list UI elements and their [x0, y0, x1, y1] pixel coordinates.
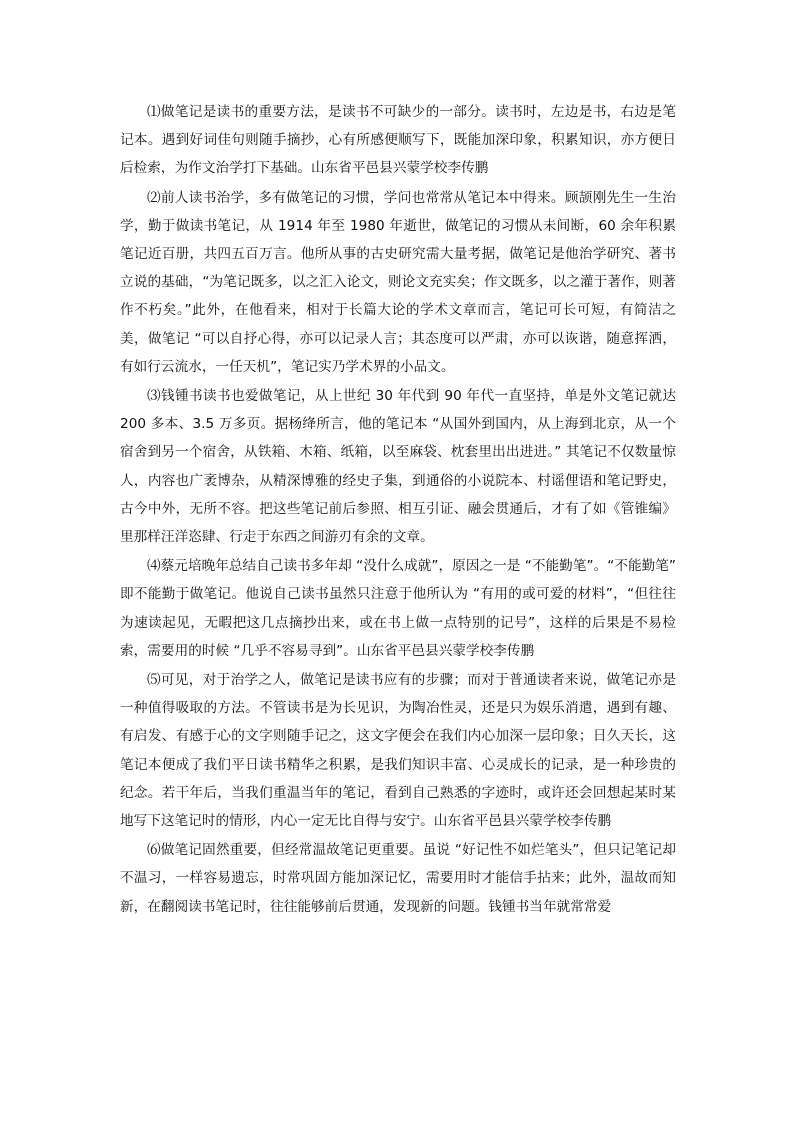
paragraph-3: ⑶钱锺书读书也爱做笔记，从上世纪 30 年代到 90 年代一直坚持，单是外文笔记就达 200 多本、3.5 万多页。据杨绛所言，他的笔记本 “从国外到国内，从上海到北京，从一个宿舍到另一个宿舍，从铁箱、木箱、纸箱，以至麻袋、枕套里出出进进。” 其笔记不仅数量惊人，内容也广袤博杂，从精深博雅的经史子集，到通俗的小说院本、村谣俚语和笔记野史，古今中外，无所不容。把这些笔记前后参照、相互引证、融会贯通后，才有了如《管锥编》里那样汪洋恣肆、行走于东西之间游刃有余的文章。 — [120, 388, 676, 546]
paragraph-5: ⑸可见，对于治学之人，做笔记是读书应有的步骤；而对于普通读者来说，做笔记亦是一种值得吸取的方法。不管读书是为长见识，为陶冶性灵，还是只为娱乐消遣，遇到有趣、有启发、有感于心的文字则随手记之，这文字便会在我们内心加深一层印象；日久天长，这笔记本便成了我们平日读书精华之积累，是我们知识丰富、心灵成长的记录，是一种珍贵的纪念。若干年后，当我们重温当年的笔记，看到自己熟悉的字迹时，或许还会回想起某时某地写下这笔记时的情形，内心一定无比自得与安宁。山东省平邑县兴蒙学校李传鹏 — [120, 672, 676, 830]
paragraph-4: ⑷蔡元培晚年总结自己读书多年却 “没什么成就”，原因之一是 “不能勤笔”。“不能勤笔” 即不能勤于做笔记。他说自己读书虽然只注意于他所认为 “有用的或可爱的材料”，“但往往为速读起见，无暇把这几点摘抄出来，或在书上做一点特别的记号”，这样的后果是不易检索，需要用的时候 “几乎不容易寻到”。山东省平邑县兴蒙学校李传鹏 — [120, 558, 676, 659]
paragraph-1: ⑴做笔记是读书的重要方法，是读书不可缺少的一部分。读书时，左边是书，右边是笔记本。遇到好词佳句则随手摘抄，心有所感便顺写下，既能加深印象，积累知识，亦方便日后检索，为作文治学打下基础。山东省平邑县兴蒙学校李传鹏 — [120, 104, 676, 177]
article-body — [120, 98, 676, 922]
paragraph-6: ⑹做笔记固然重要，但经常温故笔记更重要。虽说 “好记性不如烂笔头”，但只记笔记却不温习，一样容易遗忘，时常巩固方能加深记忆，需要用时才能信手拈来；此外，温故而知新，在翻阅读书笔记时，往往能够前后贯通，发现新的问题。钱锺书当年就常常爱 — [120, 842, 676, 915]
paragraph-2: ⑵前人读书治学，多有做笔记的习惯，学问也常常从笔记本中得来。顾颉刚先生一生治学，勤于做读书笔记，从 1914 年至 1980 年逝世，做笔记的习惯从未间断，60 余年积累笔记近百册，共四五百万言。他所从事的古史研究需大量考据，做笔记是他治学研究、著书立说的基础，“为笔记既多，以之汇入论文，则论文充实矣；作文既多，以之灌于著作，则著作不朽矣。”此外，在他看来，相对于长篇大论的学术文章而言，笔记可长可短，有简洁之美，做笔记 “可以自抒心得，亦可以记录人言；其态度可以严肃，亦可以诙谐，随意挥洒，有如行云流水，一任天机”，笔记实乃学术界的小品文。 — [120, 189, 676, 375]
